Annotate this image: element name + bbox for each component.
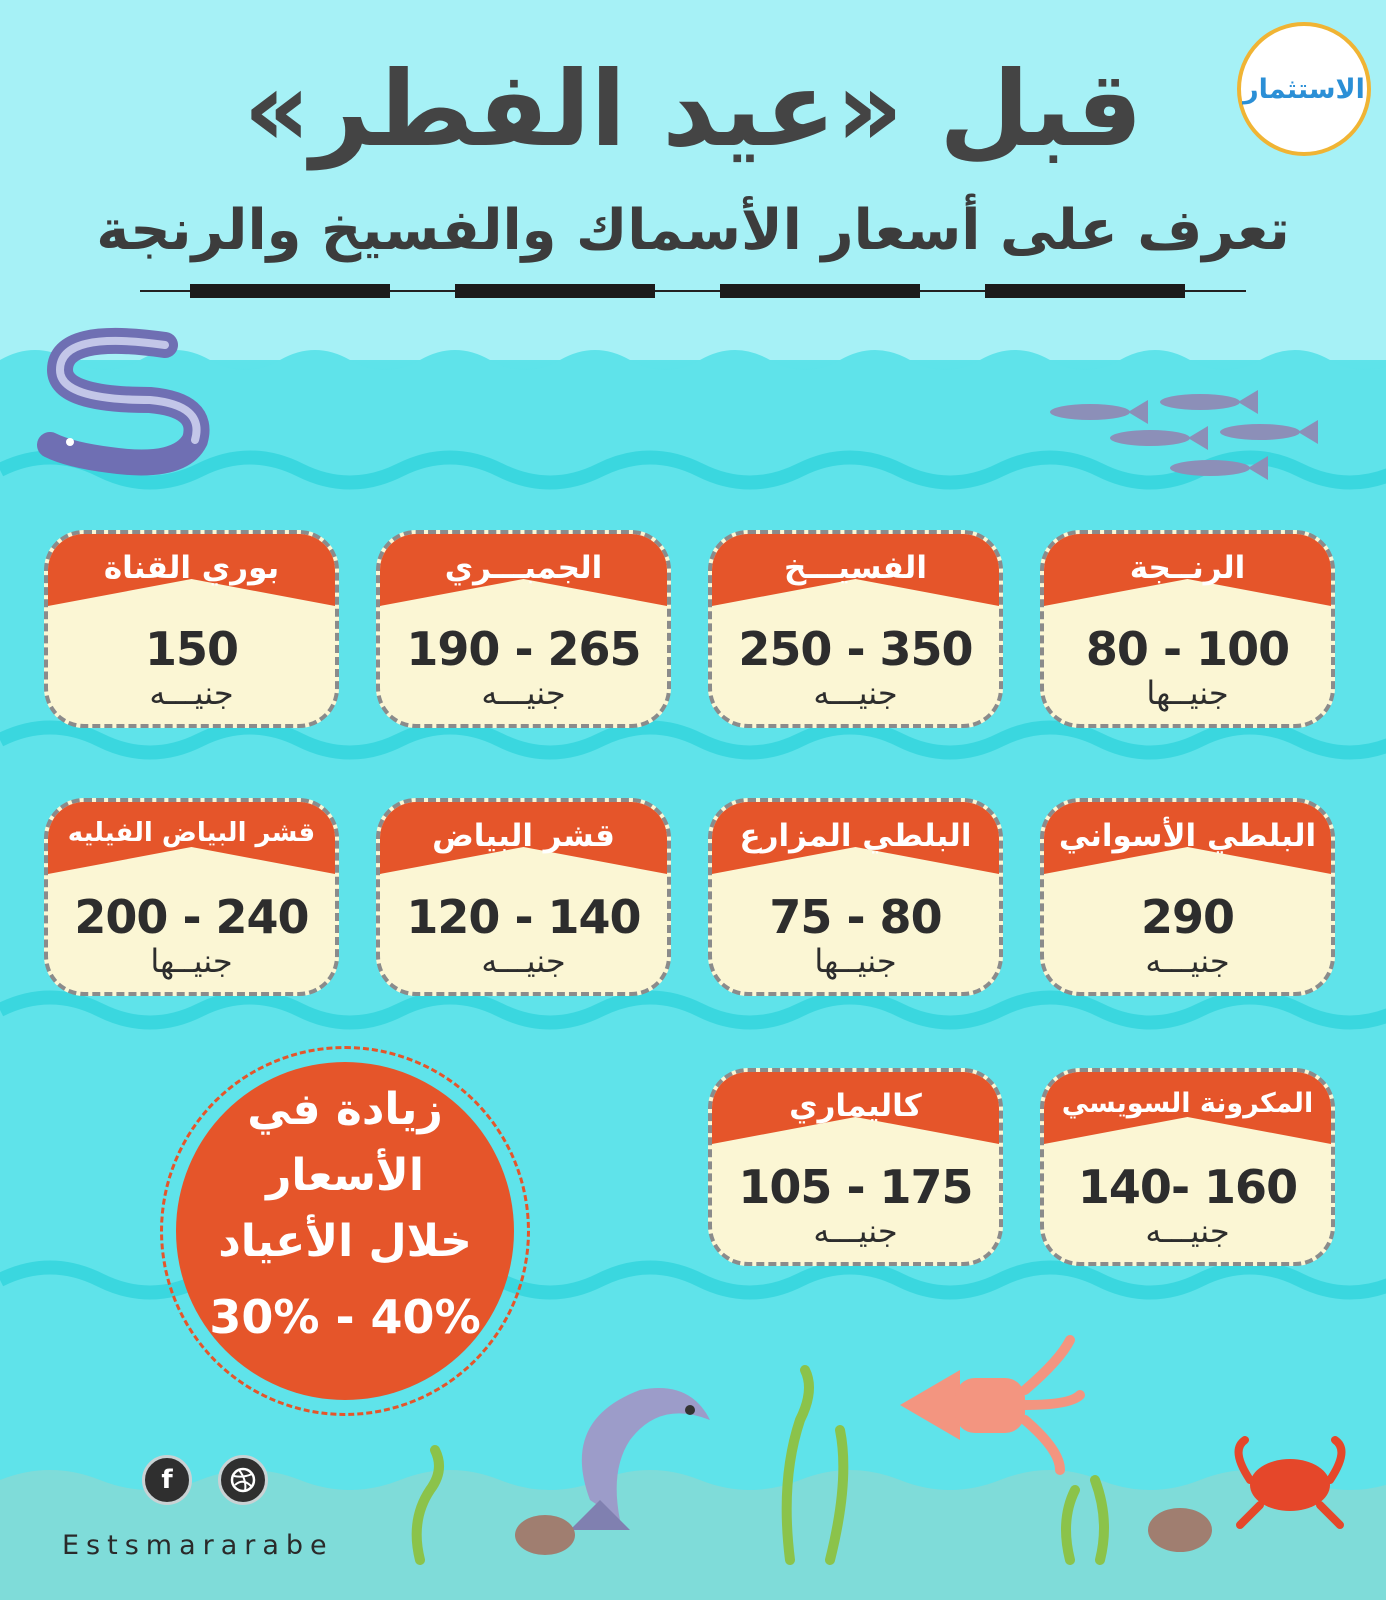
currency-unit: جنيــها (1146, 674, 1229, 712)
social-handle: Estsmararabe (62, 1530, 334, 1561)
fish-price: 290 (1140, 890, 1235, 944)
currency-unit: جنيــها (150, 942, 233, 980)
fish-name: البلطي الأسواني (1058, 818, 1317, 854)
fish-price: 80 - 100 (1085, 622, 1290, 676)
title-divider-segment (720, 284, 920, 298)
fish-name: بوري القناة (103, 550, 280, 586)
increase-line: زيادة في (247, 1084, 443, 1135)
increase-line: خلال الأعياد (218, 1216, 472, 1267)
currency-unit: جنيــها (814, 942, 897, 980)
price-card (1040, 798, 1335, 996)
facebook-icon[interactable] (142, 1455, 192, 1505)
dribbble-icon[interactable] (218, 1455, 268, 1505)
fish-name: كاليماري (789, 1088, 922, 1124)
increase-line: الأسعار (266, 1150, 424, 1201)
fish-name: الجمبـــري (444, 550, 603, 586)
price-card (1040, 530, 1335, 728)
price-card (708, 798, 1003, 996)
price-card (376, 798, 671, 996)
fish-price: 140- 160 (1077, 1160, 1298, 1214)
currency-unit: جنيـــه (813, 1212, 898, 1250)
fish-price: 120 - 140 (406, 890, 641, 944)
fish-price: 250 - 350 (738, 622, 973, 676)
fish-name: قشر البياض (432, 818, 615, 854)
currency-unit: جنيـــه (813, 674, 898, 712)
page-subtitle: تعرف على أسعار الأسماك والفسيخ والرنجة (96, 198, 1290, 263)
fish-price: 200 - 240 (74, 890, 309, 944)
currency-unit: جنيـــه (1145, 942, 1230, 980)
title-divider-segment (190, 284, 390, 298)
fish-name: المكرونة السويسي (1061, 1088, 1314, 1119)
facebook-icon-glyph: f (161, 1465, 173, 1495)
fish-price: 105 - 175 (738, 1160, 973, 1214)
fish-name: البلطي المزارع (739, 818, 972, 854)
fish-price: 150 (144, 622, 239, 676)
title-divider-segment (985, 284, 1185, 298)
fish-name: قشر البياض الفيليه (67, 818, 316, 848)
currency-unit: جنيـــه (1145, 1212, 1230, 1250)
increase-percent: 30% - 40% (209, 1290, 481, 1344)
fish-name: الرنــجة (1129, 550, 1246, 586)
fish-price: 75 - 80 (769, 890, 942, 944)
price-card (376, 530, 671, 728)
fish-price: 190 - 265 (406, 622, 641, 676)
dribbble-icon-glyph (229, 1466, 257, 1494)
page-title: قبل «عيد الفطر» (243, 48, 1143, 170)
title-divider-segment (455, 284, 655, 298)
brand-logo-text: الاستثمار (1243, 73, 1365, 105)
price-card (708, 530, 1003, 728)
price-card (708, 1068, 1003, 1266)
price-card (44, 530, 339, 728)
price-card (44, 798, 339, 996)
fish-name: الفسيـــخ (784, 550, 927, 586)
increase-circle (176, 1062, 514, 1400)
price-card (1040, 1068, 1335, 1266)
currency-unit: جنيـــه (481, 942, 566, 980)
currency-unit: جنيـــه (481, 674, 566, 712)
currency-unit: جنيـــه (149, 674, 234, 712)
